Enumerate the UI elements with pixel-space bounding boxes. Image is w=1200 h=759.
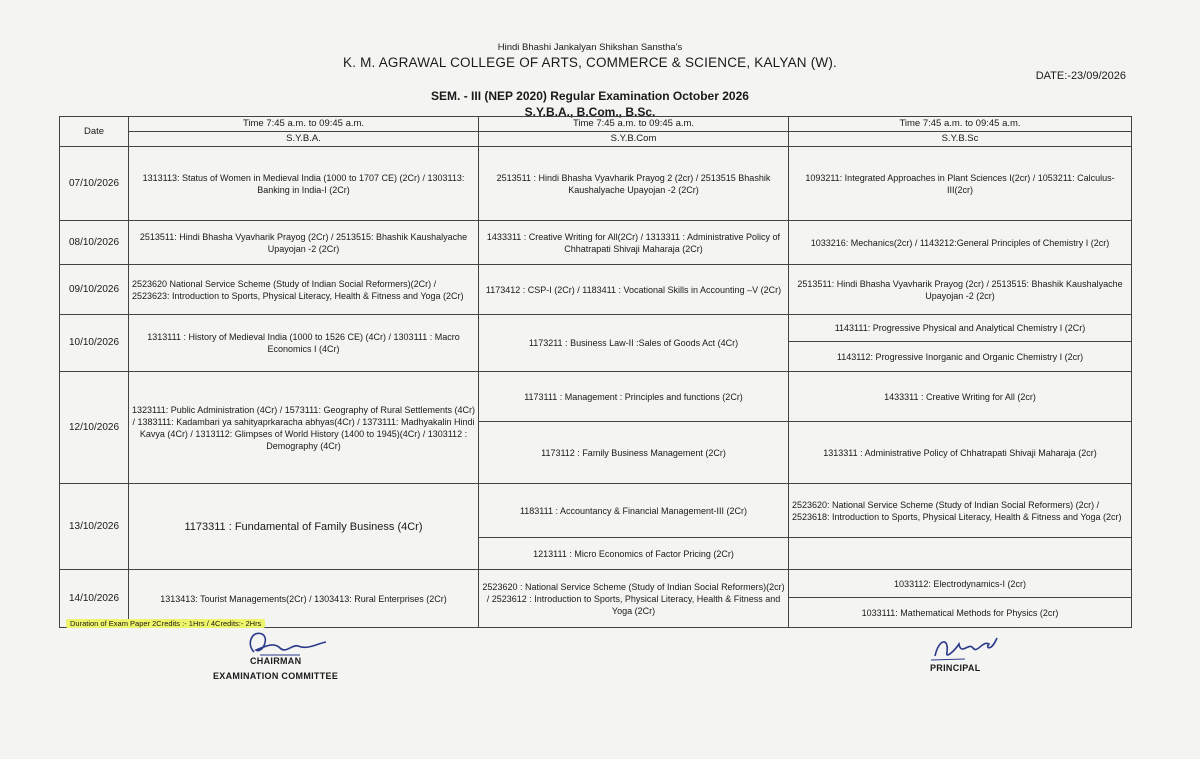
sybsc-cell: [789, 538, 1132, 570]
sybsc-cell: 1313311 : Administrative Policy of Chhatrapati Shivaji Maharaja (2cr): [789, 422, 1132, 484]
row-date: 10/10/2026: [60, 315, 129, 372]
sybcom-cell: 1213111 : Micro Economics of Factor Pricing (2Cr): [479, 538, 789, 570]
sybsc-cell: 2513511: Hindi Bhasha Vyavharik Prayog (2cr) / 2513515: Bhashik Kaushalyache Upayojan -2 (2cr): [789, 265, 1132, 315]
sybsc-cell: 1033216: Mechanics(2cr) / 1143212:General Principles of Chemistry I (2cr): [789, 221, 1132, 265]
time-header-sybcom: Time 7:45 a.m. to 09:45 a.m.: [479, 117, 789, 132]
sybsc-cell: 2523620: National Service Scheme (Study of Indian Social Reformers) (2cr) / 2523618: Introduction to Sports, Physical Literacy, Health & Fitness and Yoga (2cr): [789, 484, 1132, 538]
col-header-syba: S.Y.B.A.: [129, 132, 479, 147]
table-row: [60, 484, 1132, 538]
row-date: 07/10/2026: [60, 147, 129, 221]
sanstha-name: Hindi Bhashi Jankalyan Shikshan Sanstha's: [497, 42, 683, 53]
sybsc-cell: 1433311 : Creative Writing for All (2cr): [789, 372, 1132, 422]
table-row: [60, 265, 1132, 315]
principal-signature-icon: [925, 630, 1005, 666]
table-row: [60, 315, 1132, 342]
chairman-signature-icon: [240, 624, 330, 660]
sybcom-cell: 1433311 : Creative Writing for All(2Cr) / 1313311 : Administrative Policy of Chhatrapati Shivaji Maharaja (2Cr): [479, 221, 789, 265]
sybsc-cell: 1143111: Progressive Physical and Analytical Chemistry I (2Cr): [789, 315, 1132, 342]
table-row: [60, 147, 1132, 221]
row-date: 09/10/2026: [60, 265, 129, 315]
sybsc-cell: 1093211: Integrated Approaches in Plant Sciences I(2cr) / 1053211: Calculus- III(2cr): [789, 147, 1132, 221]
sybcom-cell: 1183111 : Accountancy & Financial Management-III (2Cr): [479, 484, 789, 538]
notice-date: DATE:-23/09/2026: [1035, 70, 1126, 82]
syba-cell: 1313111 : History of Medieval India (1000 to 1526 CE) (4Cr) / 1303111 : Macro Economics I (4Cr): [129, 315, 479, 372]
sybsc-cell: 1033111: Mathematical Methods for Physics (2cr): [789, 598, 1132, 628]
row-date: 13/10/2026: [60, 484, 129, 570]
table-row: [60, 372, 1132, 422]
timetable: [59, 116, 1132, 628]
table-row: [60, 221, 1132, 265]
row-date: 08/10/2026: [60, 221, 129, 265]
sybcom-cell: 1173412 : CSP-I (2Cr) / 1183411 : Vocational Skills in Accounting –V (2Cr): [479, 265, 789, 315]
exam-title: SEM. - III (NEP 2020) Regular Examination October 2026: [431, 89, 749, 103]
col-header-sybsc: S.Y.B.Sc: [789, 132, 1132, 147]
row-date: 12/10/2026: [60, 372, 129, 484]
sybsc-cell: 1143112: Progressive Inorganic and Organic Chemistry I (2cr): [789, 342, 1132, 372]
date-header: Date: [60, 117, 129, 147]
sybcom-cell: 2523620 : National Service Scheme (Study of Indian Social Reformers)(2cr) / 2523612 : Introduction to Sports, Physical Literacy, Health & Fitness and Yoga (2Cr): [479, 570, 789, 628]
syba-cell: 1313413: Tourist Managements(2Cr) / 1303413: Rural Enterprises (2Cr): [129, 570, 479, 628]
sybsc-cell: 1033112: Electrodynamics-I (2cr): [789, 570, 1132, 598]
chairman-label: CHAIRMAN: [250, 656, 302, 666]
sybcom-cell: 1173112 : Family Business Management (2Cr): [479, 422, 789, 484]
college-name: K. M. AGRAWAL COLLEGE OF ARTS, COMMERCE & SCIENCE, KALYAN (W).: [343, 55, 837, 70]
col-header-sybcom: S.Y.B.Com: [479, 132, 789, 147]
syba-cell: 2523620 National Service Scheme (Study of Indian Social Reformers)(2Cr) / 2523623: Introduction to Sports, Physical Literacy, Health & Fitness and Yoga (2Cr): [129, 265, 479, 315]
sybcom-cell: 1173111 : Management : Principles and functions (2Cr): [479, 372, 789, 422]
syba-cell: 1323111: Public Administration (4Cr) / 1573111: Geography of Rural Settlements (4Cr) / 1383111: Kadambari ya sahityaprkaracha abhyas(4Cr) / 1373111: Madhyakalin Hindi Kavya (4Cr) / 1313112: Glimpses of World History (1400 to 1945)(4Cr) / 1303112 : Demography (4Cr): [129, 372, 479, 484]
exam-classes: S.Y.B.A., B.Com., B.Sc.: [524, 105, 656, 119]
time-header-syba: Time 7:45 a.m. to 09:45 a.m.: [129, 117, 479, 132]
sybcom-cell: 2513511 : Hindi Bhasha Vyavharik Prayog 2 (2cr) / 2513515 Bhashik Kaushalyache Upayojan -2 (2Cr): [479, 147, 789, 221]
exam-duration-note: Duration of Exam Paper 2Credits :- 1Hrs / 4Credits:- 2Hrs: [66, 619, 265, 628]
syba-cell: 2513511: Hindi Bhasha Vyavharik Prayog (2Cr) / 2513515: Bhashik Kaushalyache Upayojan -2 (2Cr): [129, 221, 479, 265]
syba-cell: 1173311 : Fundamental of Family Business (4Cr): [129, 484, 479, 570]
table-row: [60, 570, 1132, 598]
syba-cell: 1313113: Status of Women in Medieval India (1000 to 1707 CE) (2Cr) / 1303113: Banking in India-I (2Cr): [129, 147, 479, 221]
time-header-sybsc: Time 7:45 a.m. to 09:45 a.m.: [789, 117, 1132, 132]
principal-label: PRINCIPAL: [930, 663, 981, 673]
committee-label: EXAMINATION COMMITTEE: [213, 671, 339, 681]
sybcom-cell: 1173211 : Business Law-II :Sales of Goods Act (4Cr): [479, 315, 789, 372]
row-date: 14/10/2026: [60, 570, 129, 628]
